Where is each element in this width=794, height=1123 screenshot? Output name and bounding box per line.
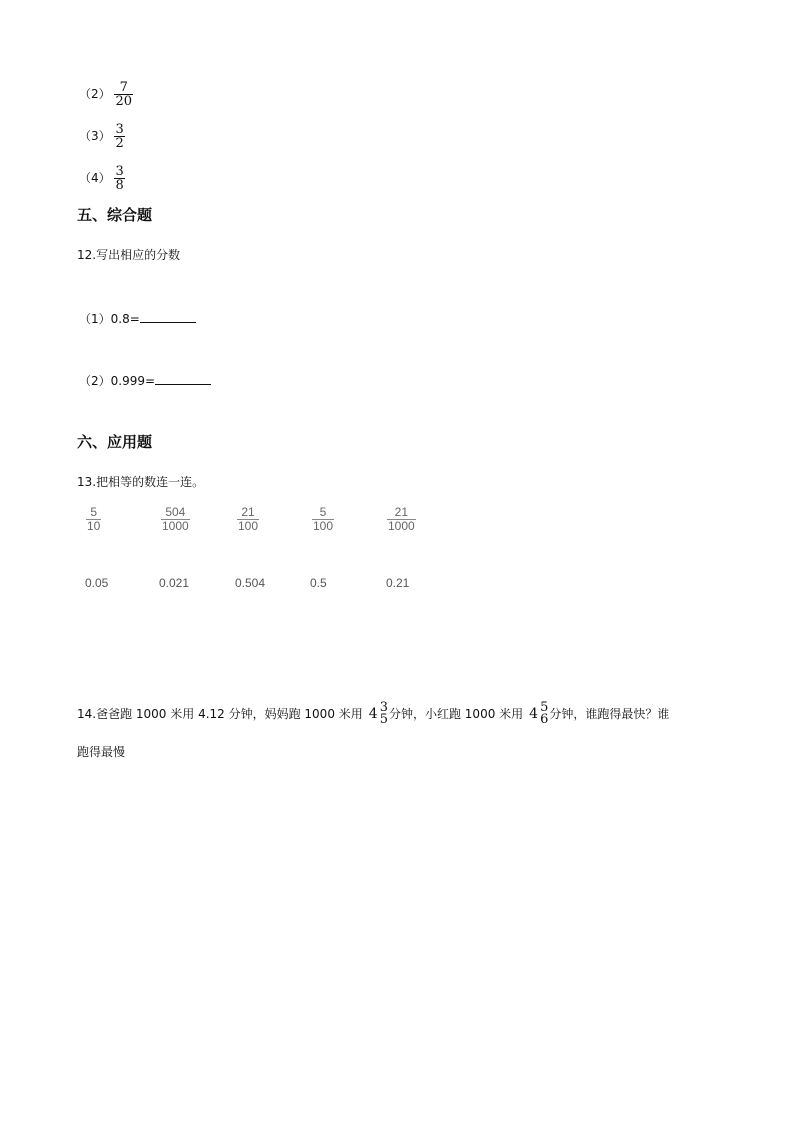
fraction-numerator: 3: [115, 164, 124, 179]
fraction-denominator: 8: [115, 178, 124, 193]
question-14-line-1: [77, 702, 669, 726]
fraction-denominator: 100: [238, 519, 259, 533]
fraction: [539, 702, 549, 726]
match-decimal-2[interactable]: 0.021: [159, 576, 190, 590]
fraction-numerator: 5: [319, 505, 327, 519]
fraction-numerator: 5: [540, 700, 549, 715]
fraction: [114, 81, 133, 108]
answer-item-4: [79, 165, 125, 192]
question-12-title: 12.写出相应的分数: [77, 248, 181, 262]
match-decimal-1[interactable]: 0.05: [85, 576, 109, 590]
fraction-numerator: 5: [90, 505, 98, 519]
item-label: （3）: [79, 129, 111, 143]
match-fraction-2[interactable]: [161, 506, 190, 533]
question-12-sub-2: [79, 372, 211, 389]
question-14-text-1: 14.爸爸跑 1000 米用 4.12 分钟，妈妈跑 1000 米用: [77, 707, 363, 721]
fraction-denominator: 1000: [162, 519, 189, 533]
fraction: [114, 165, 124, 192]
mixed-whole: 4: [529, 706, 539, 722]
sub-question-text: （1）0.8=: [79, 312, 140, 326]
item-label: （2）: [79, 87, 111, 101]
match-fraction-5[interactable]: [387, 506, 416, 533]
fraction-denominator: 6: [540, 712, 549, 727]
match-fraction-3[interactable]: [237, 506, 259, 533]
fraction-numerator: 3: [115, 122, 124, 137]
match-decimal-3[interactable]: 0.504: [235, 576, 266, 590]
question-14-text-2: 分钟，小红跑 1000 米用: [388, 707, 524, 721]
match-decimal-5[interactable]: 0.21: [386, 576, 410, 590]
question-14-text-3: 分钟，谁跑得最快？谁: [549, 707, 670, 721]
question-14-line-2: 跑得最慢: [77, 745, 126, 759]
question-13-title: 13.把相等的数连一连。: [77, 475, 205, 489]
question-12-sub-1: [79, 310, 196, 327]
match-fraction-4[interactable]: [312, 506, 334, 533]
match-fraction-1[interactable]: [86, 506, 101, 533]
answer-item-3: [79, 123, 125, 150]
section-heading-6: 六、应用题: [77, 433, 153, 451]
fraction-numerator: 7: [119, 80, 128, 95]
sub-question-text: （2）0.999=: [79, 374, 156, 388]
fraction-numerator: 3: [379, 700, 388, 715]
answer-blank[interactable]: [140, 310, 196, 323]
fraction-numerator: 21: [241, 505, 255, 519]
fraction-numerator: 21: [394, 505, 409, 519]
mixed-number-2: [529, 702, 549, 726]
fraction-denominator: 2: [115, 136, 124, 151]
fraction-denominator: 20: [115, 94, 133, 109]
section-heading-5: 五、综合题: [77, 206, 153, 224]
fraction-denominator: 1000: [388, 519, 415, 533]
match-decimal-4[interactable]: 0.5: [310, 576, 327, 590]
fraction-denominator: 5: [379, 712, 388, 727]
item-label: （4）: [79, 171, 111, 185]
fraction: [379, 702, 389, 726]
answer-blank[interactable]: [155, 372, 211, 385]
fraction-numerator: 504: [165, 505, 186, 519]
mixed-number-1: [369, 702, 389, 726]
fraction-denominator: 100: [313, 519, 334, 533]
answer-item-2: [79, 81, 133, 108]
fraction-denominator: 10: [87, 519, 101, 533]
mixed-whole: 4: [368, 706, 378, 722]
fraction: [114, 123, 124, 150]
